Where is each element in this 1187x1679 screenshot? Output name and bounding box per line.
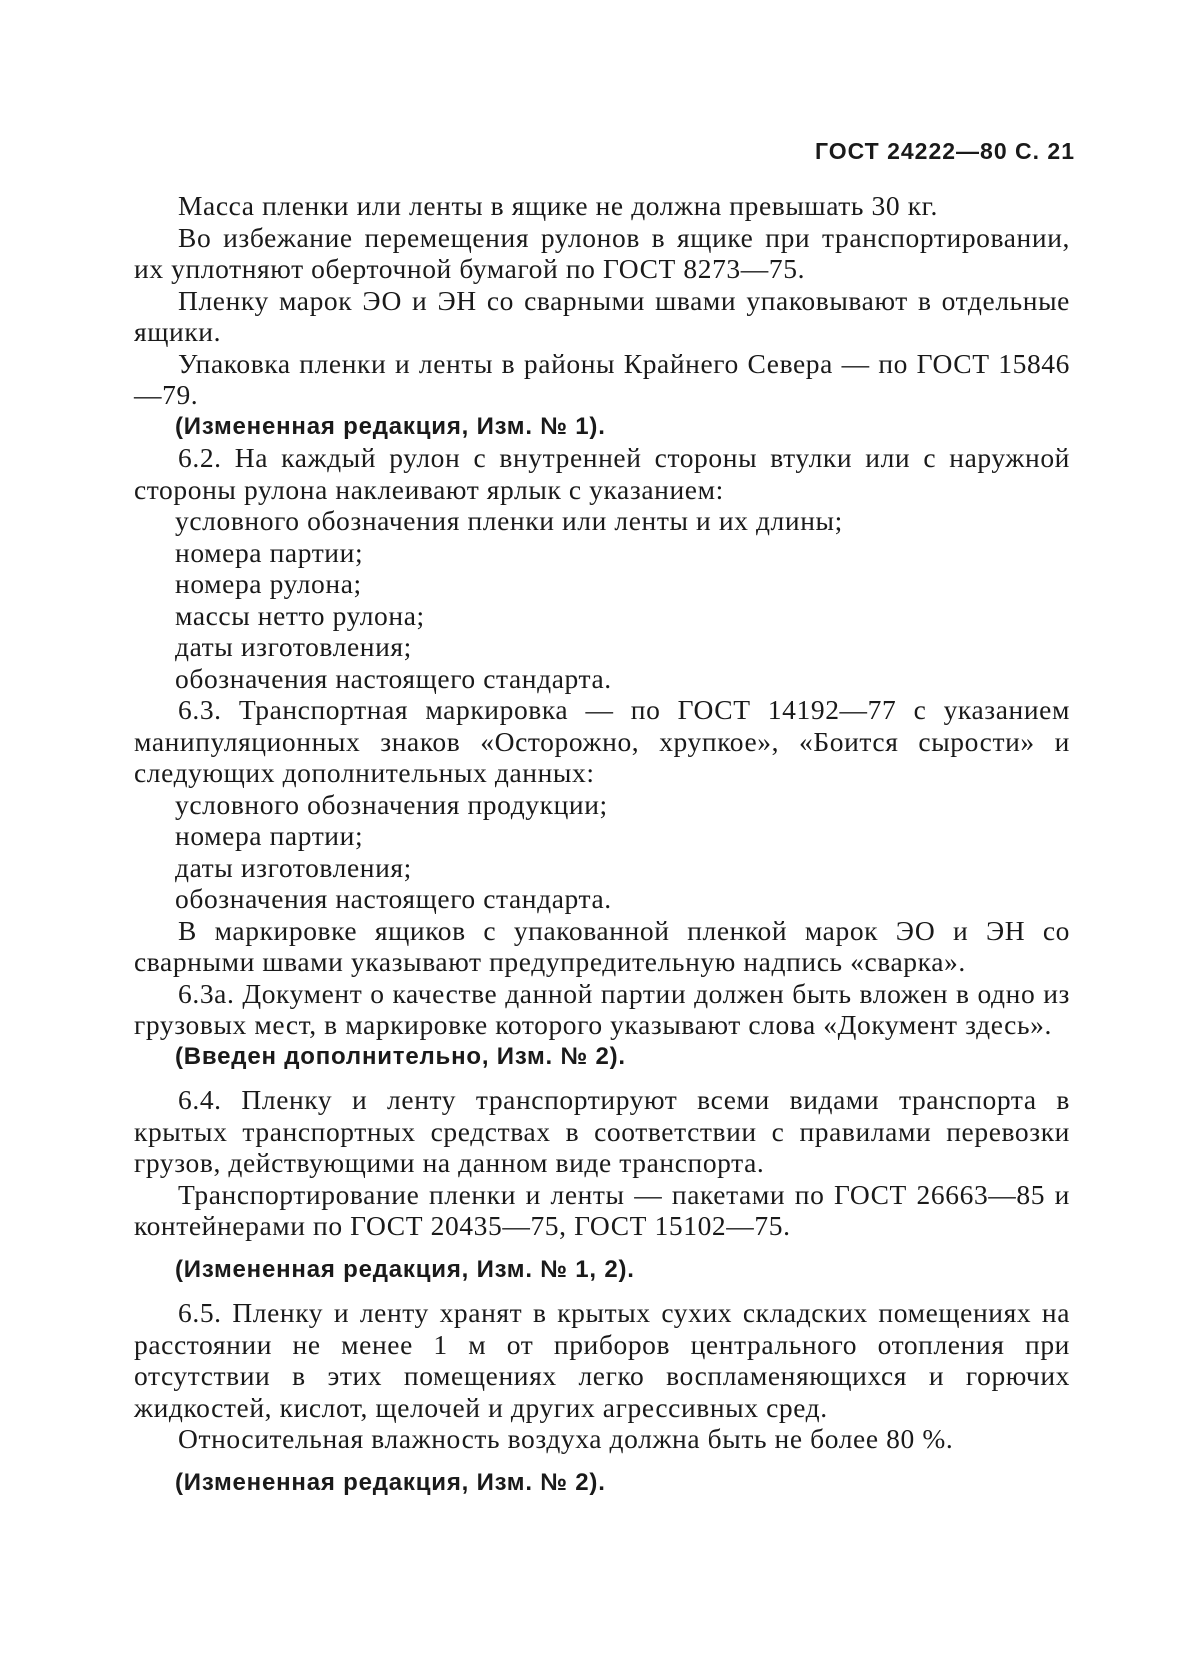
revision-note: (Введен дополнительно, Изм. № 2). (175, 1042, 626, 1070)
revision-note: (Измененная редакция, Изм. № 1). (175, 412, 606, 440)
spacer (134, 1072, 1070, 1084)
paragraph: Относительная влажность воздуха должна быть не более 80 %. (178, 1423, 954, 1454)
list-item: условного обозначения пленки или ленты и их длины; (175, 505, 843, 536)
paragraph: 6.5. Пленку и ленту хранят в крытых сухих складских помещениях на расстоянии не менее 1 м от приборов центрального отопления при отсутствии в этих помещениях легко воспламеняющихся и горючих жидкостей, кислот, щелочей и других агрессивных сред. (134, 1297, 1070, 1423)
list-item: номера партии; (175, 820, 364, 851)
spacer (134, 1285, 1070, 1297)
paragraph: Упаковка пленки и ленты в районы Крайнего Севера — по ГОСТ 15846—79. (134, 347, 1070, 410)
paragraph: Транспортирование пленки и ленты — пакетами по ГОСТ 26663—85 и контейнерами по ГОСТ 20435—75, ГОСТ 15102—75. (134, 1178, 1070, 1241)
paragraph: 6.3а. Документ о качестве данной партии должен быть вложен в одно из грузовых мест, в маркировке которого указывают слова «Документ здесь». (134, 977, 1070, 1040)
paragraph: 6.3. Транспортная маркировка — по ГОСТ 14192—77 с указанием манипуляционных знаков «Осторожно, хрупкое», «Боится сырости» и следующих дополнительных данных: (134, 694, 1070, 788)
list-item: массы нетто рулона; (175, 599, 425, 631)
paragraph: В маркировке ящиков с упакованной пленкой марок ЭО и ЭН со сварными швами указывают предупредительную надпись «сварка». (134, 914, 1070, 977)
paragraph: Масса пленки или ленты в ящике не должна превышать 30 кг. (178, 190, 938, 221)
list-item: номера рулона; (175, 568, 362, 599)
paragraph: Во избежание перемещения рулонов в ящике при транспортировании, их уплотняют оберточной бумагой по ГОСТ 8273—75. (134, 221, 1070, 284)
page-header: ГОСТ 24222—80 С. 21 (814, 138, 1075, 164)
spacer (134, 1242, 1070, 1254)
list-item: обозначения настоящего стандарта. (175, 662, 612, 694)
list-item: номера партии; (175, 536, 364, 568)
paragraph: 6.2. На каждый рулон с внутренней стороны втулки или с наружной стороны рулона наклеивают ярлык с указанием: (134, 442, 1070, 505)
list-item: обозначения настоящего стандарта. (175, 883, 612, 914)
spacer (134, 1455, 1070, 1467)
list-item: даты изготовления; (175, 851, 412, 883)
paragraph: Пленку марок ЭО и ЭН со сварными швами упаковывают в отдельные ящики. (134, 284, 1070, 347)
list-item: даты изготовления; (175, 631, 412, 662)
paragraph: 6.4. Пленку и ленту транспортируют всеми видами транспорта в крытых транспортных средствах в соответствии с правилами перевозки грузов, действующими на данном виде транспорта. (134, 1084, 1070, 1178)
document-body (134, 190, 1070, 1498)
revision-note: (Измененная редакция, Изм. № 2). (175, 1468, 606, 1496)
revision-note: (Измененная редакция, Изм. № 1, 2). (175, 1255, 635, 1283)
list-item: условного обозначения продукции; (175, 788, 608, 820)
